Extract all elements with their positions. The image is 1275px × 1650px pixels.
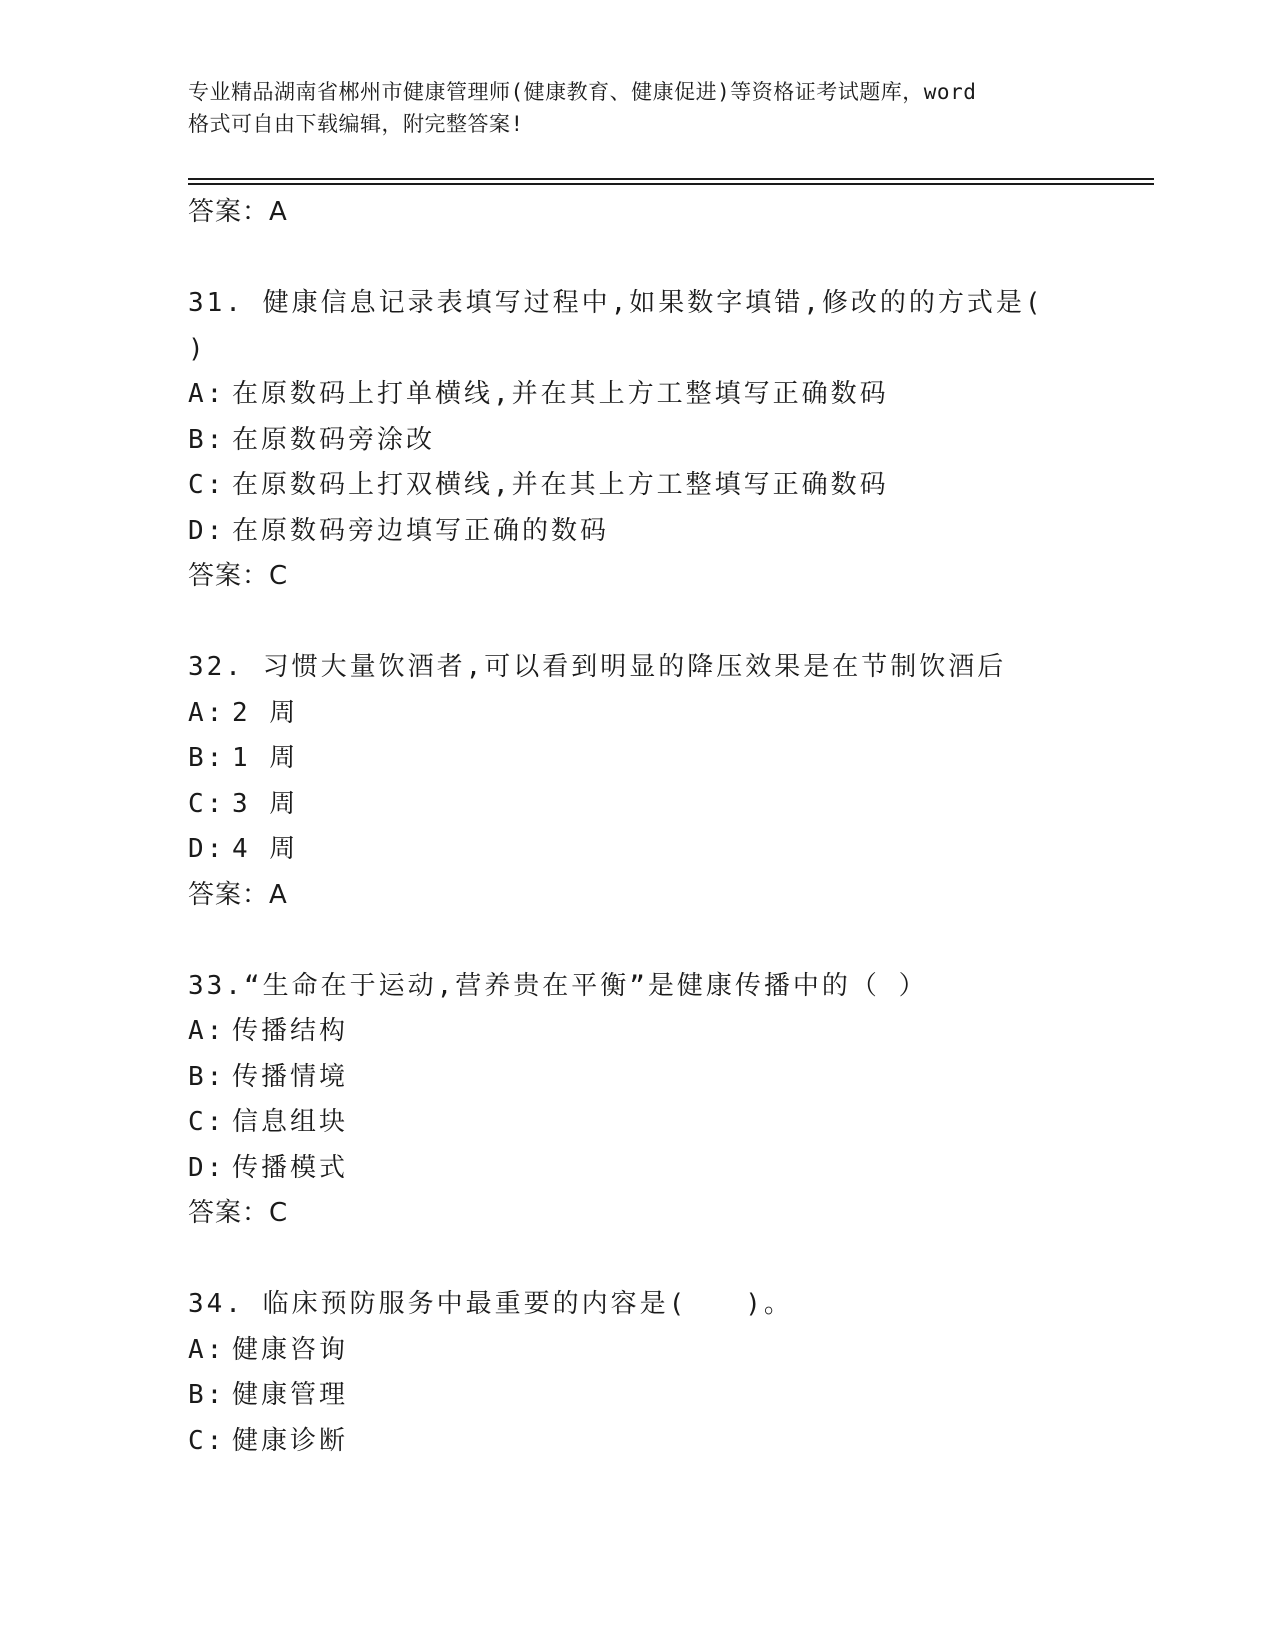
option-text: 传播情境 bbox=[232, 1061, 349, 1092]
option-text: 健康咨询 bbox=[232, 1334, 349, 1365]
option-text: 在原数码上打单横线,并在其上方工整填写正确数码 bbox=[232, 379, 889, 409]
option-text: 在原数码旁涂改 bbox=[232, 424, 436, 455]
header-divider-top bbox=[188, 178, 1154, 180]
answer-line: 答案：A bbox=[188, 879, 288, 910]
question-stem: 31. 健康信息记录表填写过程中,如果数字填错,修改的的方式是( bbox=[188, 288, 1044, 318]
option-label: B: bbox=[188, 1380, 226, 1410]
option-label: C: bbox=[188, 1425, 226, 1456]
option-text: 1 周 bbox=[232, 743, 299, 773]
question-block bbox=[188, 645, 1148, 918]
option-a bbox=[188, 1009, 1148, 1055]
question-block bbox=[188, 964, 1148, 1237]
option-c bbox=[188, 1100, 1148, 1146]
option-d bbox=[188, 509, 1148, 555]
option-b bbox=[188, 418, 1148, 464]
option-text: 传播结构 bbox=[232, 1016, 349, 1046]
option-label: A: bbox=[188, 379, 226, 409]
option-label: A: bbox=[188, 697, 226, 728]
option-text: 3 周 bbox=[232, 788, 299, 819]
option-text: 在原数码旁边填写正确的数码 bbox=[232, 515, 610, 546]
option-a bbox=[188, 1328, 1148, 1374]
option-label: B: bbox=[188, 743, 226, 773]
header-line-1: 专业精品湖南省郴州市健康管理师(健康教育、健康促进)等资格证考试题库，word bbox=[188, 80, 977, 104]
option-label: C: bbox=[188, 788, 226, 819]
option-label: A: bbox=[188, 1334, 226, 1365]
option-text: 2 周 bbox=[232, 697, 299, 728]
option-label: B: bbox=[188, 424, 226, 455]
option-d bbox=[188, 827, 1148, 873]
spacer bbox=[188, 918, 1148, 964]
option-text: 传播模式 bbox=[232, 1152, 349, 1183]
option-c bbox=[188, 463, 1148, 509]
header-divider-bottom bbox=[188, 183, 1154, 185]
question-block bbox=[188, 281, 1148, 600]
option-label: D: bbox=[188, 1152, 226, 1183]
option-b bbox=[188, 1055, 1148, 1101]
option-d bbox=[188, 1146, 1148, 1192]
option-label: C: bbox=[188, 470, 226, 500]
option-c bbox=[188, 1419, 1148, 1465]
header-line-2: 格式可自由下载编辑，附完整答案! bbox=[188, 112, 524, 136]
spacer bbox=[188, 1237, 1148, 1283]
option-label: B: bbox=[188, 1061, 226, 1092]
option-label: D: bbox=[188, 515, 226, 546]
option-text: 健康管理 bbox=[232, 1380, 349, 1410]
question-stem: 32. 习惯大量饮酒者,可以看到明显的降压效果是在节制饮酒后 bbox=[188, 652, 1007, 682]
option-a bbox=[188, 691, 1148, 737]
answer-line: 答案：A bbox=[188, 197, 288, 227]
answer-line: 答案：C bbox=[188, 561, 289, 591]
option-text: 健康诊断 bbox=[232, 1425, 349, 1456]
option-b bbox=[188, 736, 1148, 782]
option-label: C: bbox=[188, 1107, 226, 1137]
question-stem: 33.“生命在于运动,营养贵在平衡”是健康传播中的（ ） bbox=[188, 970, 928, 1001]
option-text: 在原数码上打双横线,并在其上方工整填写正确数码 bbox=[232, 470, 889, 500]
document-header bbox=[188, 76, 1088, 140]
question-stem: 34. 临床预防服务中最重要的内容是( )。 bbox=[188, 1289, 793, 1319]
option-a bbox=[188, 372, 1148, 418]
answer-line: 答案：C bbox=[188, 1198, 289, 1228]
option-text: 4 周 bbox=[232, 834, 299, 864]
option-text: 信息组块 bbox=[232, 1107, 349, 1137]
option-label: A: bbox=[188, 1016, 226, 1046]
spacer bbox=[188, 600, 1148, 646]
question-list bbox=[188, 190, 1148, 1464]
option-label: D: bbox=[188, 834, 226, 864]
question-block bbox=[188, 1282, 1148, 1464]
option-c bbox=[188, 782, 1148, 828]
question-stem-continued: ) bbox=[188, 333, 207, 364]
option-b bbox=[188, 1373, 1148, 1419]
spacer bbox=[188, 236, 1148, 282]
